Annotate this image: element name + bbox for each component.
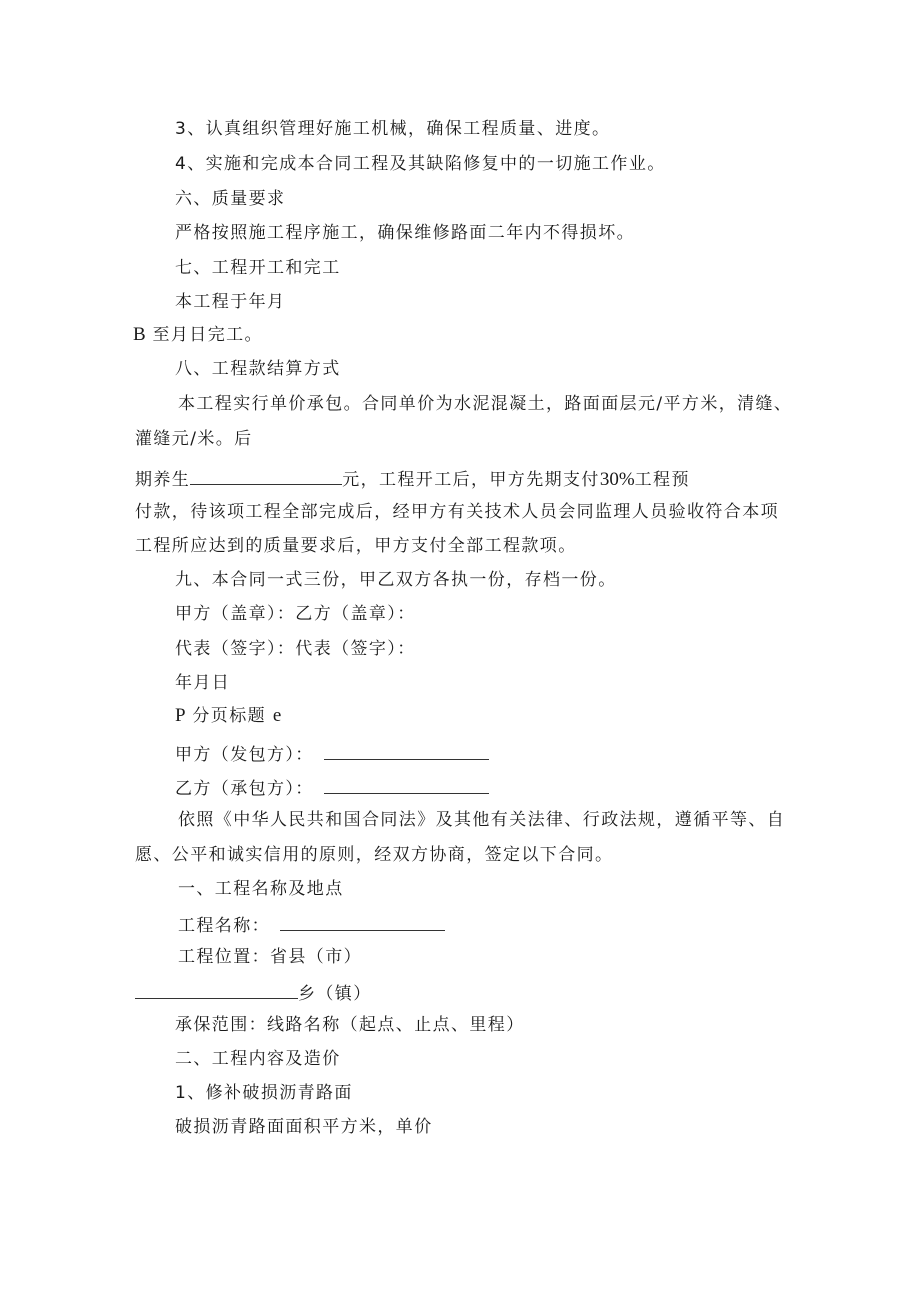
text-line: 1、修补破损沥青路面 bbox=[175, 1083, 353, 1103]
text-fragment: 期养生 bbox=[135, 470, 191, 490]
text-fragment: 乡（镇） bbox=[298, 984, 372, 1004]
party-b-blank[interactable] bbox=[324, 775, 489, 794]
project-name-label: 工程名称： bbox=[178, 916, 270, 936]
text-fragment: 分页标题 bbox=[192, 706, 266, 726]
party-a-line bbox=[175, 741, 489, 766]
text-line: 4、实施和完成本合同工程及其缺陷修复中的一切施工作业。 bbox=[175, 154, 666, 174]
project-name-line bbox=[178, 912, 445, 937]
text-fragment: e bbox=[272, 705, 282, 726]
text-fragment: B bbox=[133, 324, 146, 345]
text-line: 愿、公平和诚实信用的原则，经双方协商，签定以下合同。 bbox=[135, 845, 614, 865]
text-line: 本工程实行单价承包。合同单价为水泥混凝土，路面面层元/平方米，清缝、 bbox=[178, 394, 793, 414]
township-blank[interactable] bbox=[135, 980, 298, 999]
text-fragment: P bbox=[175, 705, 186, 726]
text-line: 工程位置：省县（市） bbox=[178, 947, 362, 967]
party-b-label: 乙方（承包方）： bbox=[175, 779, 314, 799]
text-line: 承保范围：线路名称（起点、止点、里程） bbox=[175, 1015, 525, 1035]
section-heading: 六、质量要求 bbox=[175, 189, 286, 209]
text-line bbox=[135, 466, 690, 491]
text-line: 本工程于年月 bbox=[175, 292, 286, 312]
signature-line: 甲方（盖章）：乙方（盖章）： bbox=[175, 604, 416, 624]
page-title-line bbox=[175, 705, 281, 727]
text-fragment: 工程预 bbox=[634, 470, 690, 490]
text-line bbox=[133, 324, 263, 346]
date-line: 年月日 bbox=[175, 673, 231, 693]
party-a-label: 甲方（发包方）： bbox=[175, 745, 314, 765]
text-line bbox=[135, 980, 372, 1005]
party-a-blank[interactable] bbox=[324, 741, 489, 760]
text-fragment: 30% bbox=[599, 469, 635, 490]
section-heading: 八、工程款结算方式 bbox=[175, 359, 341, 379]
section-heading: 七、工程开工和完工 bbox=[175, 258, 341, 278]
text-line: 九、本合同一式三份，甲乙双方各执一份，存档一份。 bbox=[175, 570, 617, 590]
text-line: 破损沥青路面面积平方米，单价 bbox=[175, 1117, 433, 1137]
section-heading: 二、工程内容及造价 bbox=[175, 1049, 341, 1069]
signature-line: 代表（签字）：代表（签字）： bbox=[175, 639, 416, 659]
section-heading: 一、工程名称及地点 bbox=[178, 879, 344, 899]
text-line: 3、认真组织管理好施工机械，确保工程质量、进度。 bbox=[175, 119, 611, 139]
text-line: 付款，待该项工程全部完成后，经甲方有关技术人员会同监理人员验收符合本项 bbox=[135, 502, 779, 522]
text-line: 灌缝元/米。后 bbox=[135, 429, 253, 449]
project-name-blank[interactable] bbox=[280, 912, 445, 931]
party-b-line bbox=[175, 775, 489, 800]
fill-in-blank[interactable] bbox=[190, 466, 342, 485]
text-fragment: 至月日完工。 bbox=[152, 325, 263, 345]
text-fragment: 元，工程开工后，甲方先期支付 bbox=[342, 470, 600, 490]
text-line: 工程所应达到的质量要求后，甲方支付全部工程款项。 bbox=[135, 536, 577, 556]
text-line: 依照《中华人民共和国合同法》及其他有关法律、行政法规，遵循平等、自 bbox=[178, 810, 786, 830]
text-line: 严格按照施工程序施工，确保维修路面二年内不得损坏。 bbox=[175, 223, 635, 243]
